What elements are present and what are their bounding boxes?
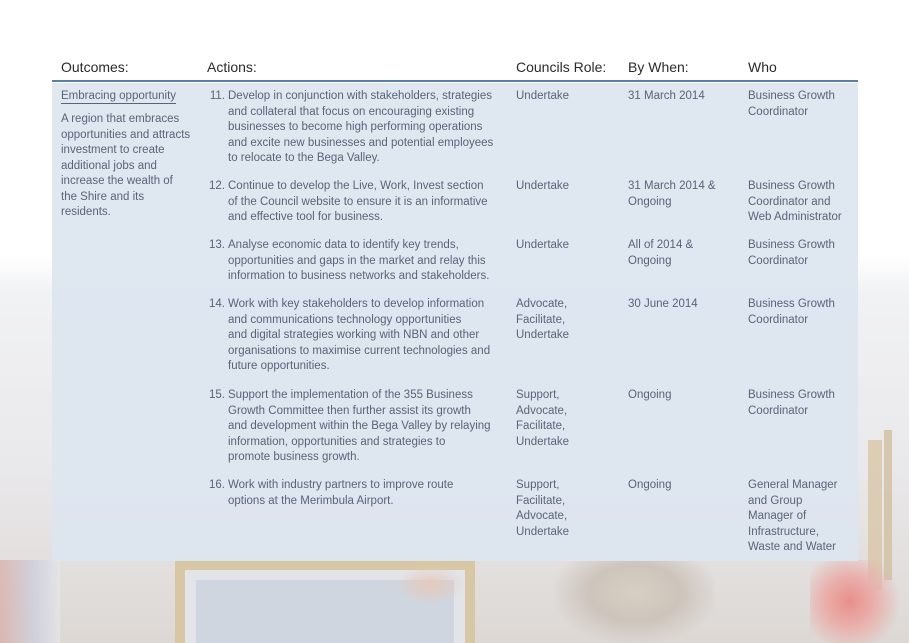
who-line: Coordinator bbox=[748, 254, 809, 267]
councils-role-line: Undertake bbox=[516, 525, 570, 538]
action-text bbox=[228, 238, 513, 285]
councils-role bbox=[516, 89, 616, 105]
councils-role-line: Facilitate, bbox=[516, 420, 566, 432]
action-text-line: Develop in conjunction with stakeholders, strategies bbox=[228, 90, 493, 102]
who bbox=[748, 238, 856, 269]
councils-role-line: Undertake bbox=[516, 239, 570, 251]
action-text-line: future opportunities. bbox=[228, 360, 330, 372]
action-text-line: and effective tool for business. bbox=[228, 211, 384, 223]
action-text bbox=[228, 179, 513, 226]
action-text-line: information, opportunities and strategies to bbox=[228, 435, 446, 448]
action-text-line: opportunities and gaps in the market and relay this bbox=[228, 254, 486, 267]
councils-role-line: Undertake bbox=[516, 90, 570, 102]
action-text-line: Support the implementation of the 355 Business bbox=[228, 389, 473, 401]
background-hand bbox=[395, 565, 465, 605]
who-line: Web Administrator bbox=[748, 211, 842, 223]
councils-role bbox=[516, 478, 616, 540]
action-text-line: organisations to maximise current technologies and bbox=[228, 344, 491, 357]
action-text bbox=[228, 388, 513, 466]
action-text-line: and digital strategies working with NBN and other bbox=[228, 329, 480, 341]
who-line: Coordinator and bbox=[748, 195, 831, 208]
who bbox=[748, 179, 856, 226]
councils-role-line: Support, bbox=[516, 389, 560, 401]
action-text-line: of the Council website to ensure it is an informative bbox=[228, 195, 488, 208]
action-text-line: Work with industry partners to improve route bbox=[228, 479, 454, 491]
by-when-line: Ongoing bbox=[628, 254, 672, 267]
action-text-line: Work with key stakeholders to develop information bbox=[228, 298, 485, 310]
by-when-line: 31 March 2014 & bbox=[628, 180, 716, 192]
who bbox=[748, 297, 856, 328]
action-number: 15. bbox=[209, 389, 225, 401]
action-text bbox=[228, 297, 513, 375]
action-text-line: information to business networks and stakeholders. bbox=[228, 270, 490, 282]
who bbox=[748, 388, 856, 419]
councils-role bbox=[516, 238, 616, 254]
who-line: Coordinator bbox=[748, 404, 809, 417]
councils-role-line: Undertake bbox=[516, 180, 570, 192]
action-text-line: and communications technology opportunities bbox=[228, 313, 462, 326]
background-painting bbox=[0, 560, 60, 643]
councils-role-line: Undertake bbox=[516, 329, 570, 341]
councils-role-line: Undertake bbox=[516, 435, 570, 448]
outcome-title: Embracing opportunity bbox=[61, 90, 177, 102]
councils-role-line: Support, bbox=[516, 479, 560, 491]
action-number: 14. bbox=[209, 298, 225, 310]
councils-role bbox=[516, 297, 616, 344]
who-line: and Group bbox=[748, 494, 803, 507]
action-text-line: Growth Committee then further assist its growth bbox=[228, 404, 471, 417]
by-when bbox=[628, 297, 740, 313]
background-person bbox=[555, 560, 715, 643]
who-line: Business Growth bbox=[748, 298, 835, 310]
who-line: Manager of bbox=[748, 510, 807, 522]
action-number: 13. bbox=[209, 239, 225, 251]
who-line: Business Growth bbox=[748, 180, 835, 192]
header-outcomes: Outcomes: bbox=[61, 59, 129, 75]
action-text bbox=[228, 478, 513, 509]
who-line: General Manager bbox=[748, 479, 838, 491]
by-when bbox=[628, 238, 740, 269]
action-text-line: and development within the Bega Valley by relaying bbox=[228, 420, 491, 432]
councils-role bbox=[516, 388, 616, 450]
action-text-line: and excite new businesses and potential employees bbox=[228, 136, 494, 149]
who-line: Waste and Water bbox=[748, 541, 836, 553]
action-text-line: to relocate to the Bega Valley. bbox=[228, 152, 380, 164]
header-councils-role: Councils Role: bbox=[516, 59, 607, 75]
councils-role bbox=[516, 179, 616, 195]
by-when bbox=[628, 179, 740, 210]
by-when-line: All of 2014 & bbox=[628, 239, 694, 251]
action-text-line: options at the Merimbula Airport. bbox=[228, 494, 394, 507]
councils-role-line: Advocate, bbox=[516, 510, 568, 522]
outcome-description: A region that embraces opportunities and attracts investment to create additional jobs and increase the wealth of the Shire and its residents. bbox=[61, 113, 191, 218]
who bbox=[748, 478, 856, 556]
by-when-line: Ongoing bbox=[628, 479, 672, 491]
by-when bbox=[628, 478, 740, 494]
who-line: Infrastructure, bbox=[748, 525, 819, 538]
who-line: Business Growth bbox=[748, 239, 835, 251]
who-line: Coordinator bbox=[748, 105, 809, 118]
action-text-line: and collateral that focus on encouraging existing bbox=[228, 105, 475, 118]
background-flowers bbox=[810, 560, 909, 643]
action-number: 11. bbox=[209, 90, 225, 102]
header-who: Who bbox=[748, 59, 777, 75]
header-by-when: By When: bbox=[628, 59, 689, 75]
who-line: Coordinator bbox=[748, 313, 809, 326]
action-number: 12. bbox=[209, 180, 225, 192]
who bbox=[748, 89, 856, 120]
action-text-line: businesses to become high performing operations bbox=[228, 121, 483, 133]
header-actions: Actions: bbox=[207, 59, 257, 75]
who-line: Business Growth bbox=[748, 389, 835, 401]
action-text-line: Continue to develop the Live, Work, Invest section bbox=[228, 180, 484, 192]
action-number: 16. bbox=[209, 479, 225, 491]
councils-role-line: Advocate, bbox=[516, 298, 568, 310]
by-when-line: Ongoing bbox=[628, 389, 672, 401]
councils-role-line: Facilitate, bbox=[516, 313, 566, 326]
by-when-line: 30 June 2014 bbox=[628, 298, 698, 310]
by-when-line: Ongoing bbox=[628, 195, 672, 208]
councils-role-line: Advocate, bbox=[516, 404, 568, 417]
background-wind-chime-2 bbox=[884, 430, 892, 580]
councils-role-line: Facilitate, bbox=[516, 494, 566, 507]
by-when-line: 31 March 2014 bbox=[628, 90, 705, 102]
who-line: Business Growth bbox=[748, 90, 835, 102]
by-when bbox=[628, 388, 740, 404]
action-text-line: promote business growth. bbox=[228, 451, 360, 463]
action-text-line: Analyse economic data to identify key trends, bbox=[228, 239, 459, 251]
table-header bbox=[52, 52, 858, 82]
action-text bbox=[228, 89, 513, 167]
by-when bbox=[628, 89, 740, 105]
